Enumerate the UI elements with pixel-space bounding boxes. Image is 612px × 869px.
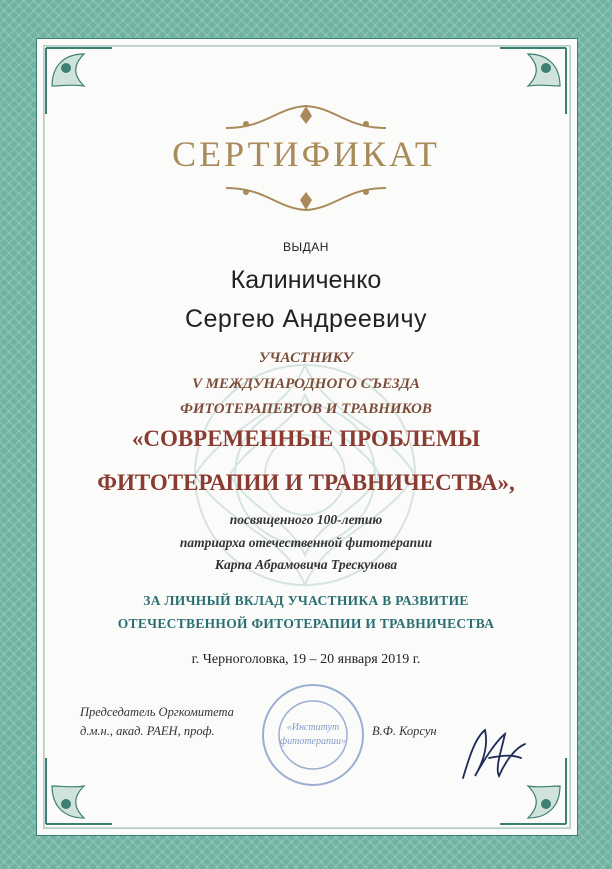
recipient-name: Сергею Андреевичу: [184, 305, 428, 333]
svg-text:фитотерапии»: фитотерапии»: [280, 736, 346, 747]
corner-ornament-top-right: [498, 46, 568, 116]
corner-ornament-top-left: [44, 46, 114, 116]
event-title-line-2: ФИТОТЕРАПИИ И ТРАВНИЧЕСТВА»,: [97, 470, 515, 495]
signer-title-line-2: д.м.н., акад. РАЕН, проф.: [80, 724, 215, 738]
title-ornament-bottom: [206, 178, 406, 218]
corner-ornament-bottom-left: [44, 756, 114, 826]
signer-title-line-1: Председатель Оргкомитета: [80, 705, 234, 719]
signer-name: В.Ф. Корсун: [372, 724, 437, 738]
issued-label: ВЫДАН: [283, 240, 329, 254]
place-and-date: г. Черноголовка, 19 – 20 января 2019 г.: [191, 652, 421, 667]
event-title-line-1: «СОВРЕМЕННЫЕ ПРОБЛЕМЫ: [131, 426, 481, 451]
congress-line-2: ФИТОТЕРАПЕВТОВ И ТРАВНИКОВ: [180, 401, 432, 417]
dedication-line-3: Карпа Абрамовича Трескунова: [214, 557, 398, 572]
svg-text:«Институт: «Институт: [286, 722, 340, 733]
certificate-title: СЕРТИФИКАТ: [172, 134, 440, 174]
dedication-line-2: патриарха отечественной фитотерапии: [179, 535, 433, 550]
official-stamp: [258, 680, 368, 790]
recipient-surname: Калиниченко: [230, 266, 382, 294]
reason-line-1: ЗА ЛИЧНЫЙ ВКЛАД УЧАСТНИКА В РАЗВИТИЕ: [143, 593, 469, 608]
reason-line-2: ОТЕЧЕСТВЕННОЙ ФИТОТЕРАПИИ И ТРАВНИЧЕСТВА: [117, 616, 495, 631]
handwritten-signature: [455, 718, 535, 788]
title-ornament-top: [206, 98, 406, 138]
participant-label: УЧАСТНИКУ: [258, 350, 354, 366]
dedication-line-1: посвященного 100-летию: [229, 512, 383, 527]
congress-line-1: V МЕЖДУНАРОДНОГО СЪЕЗДА: [192, 376, 420, 392]
